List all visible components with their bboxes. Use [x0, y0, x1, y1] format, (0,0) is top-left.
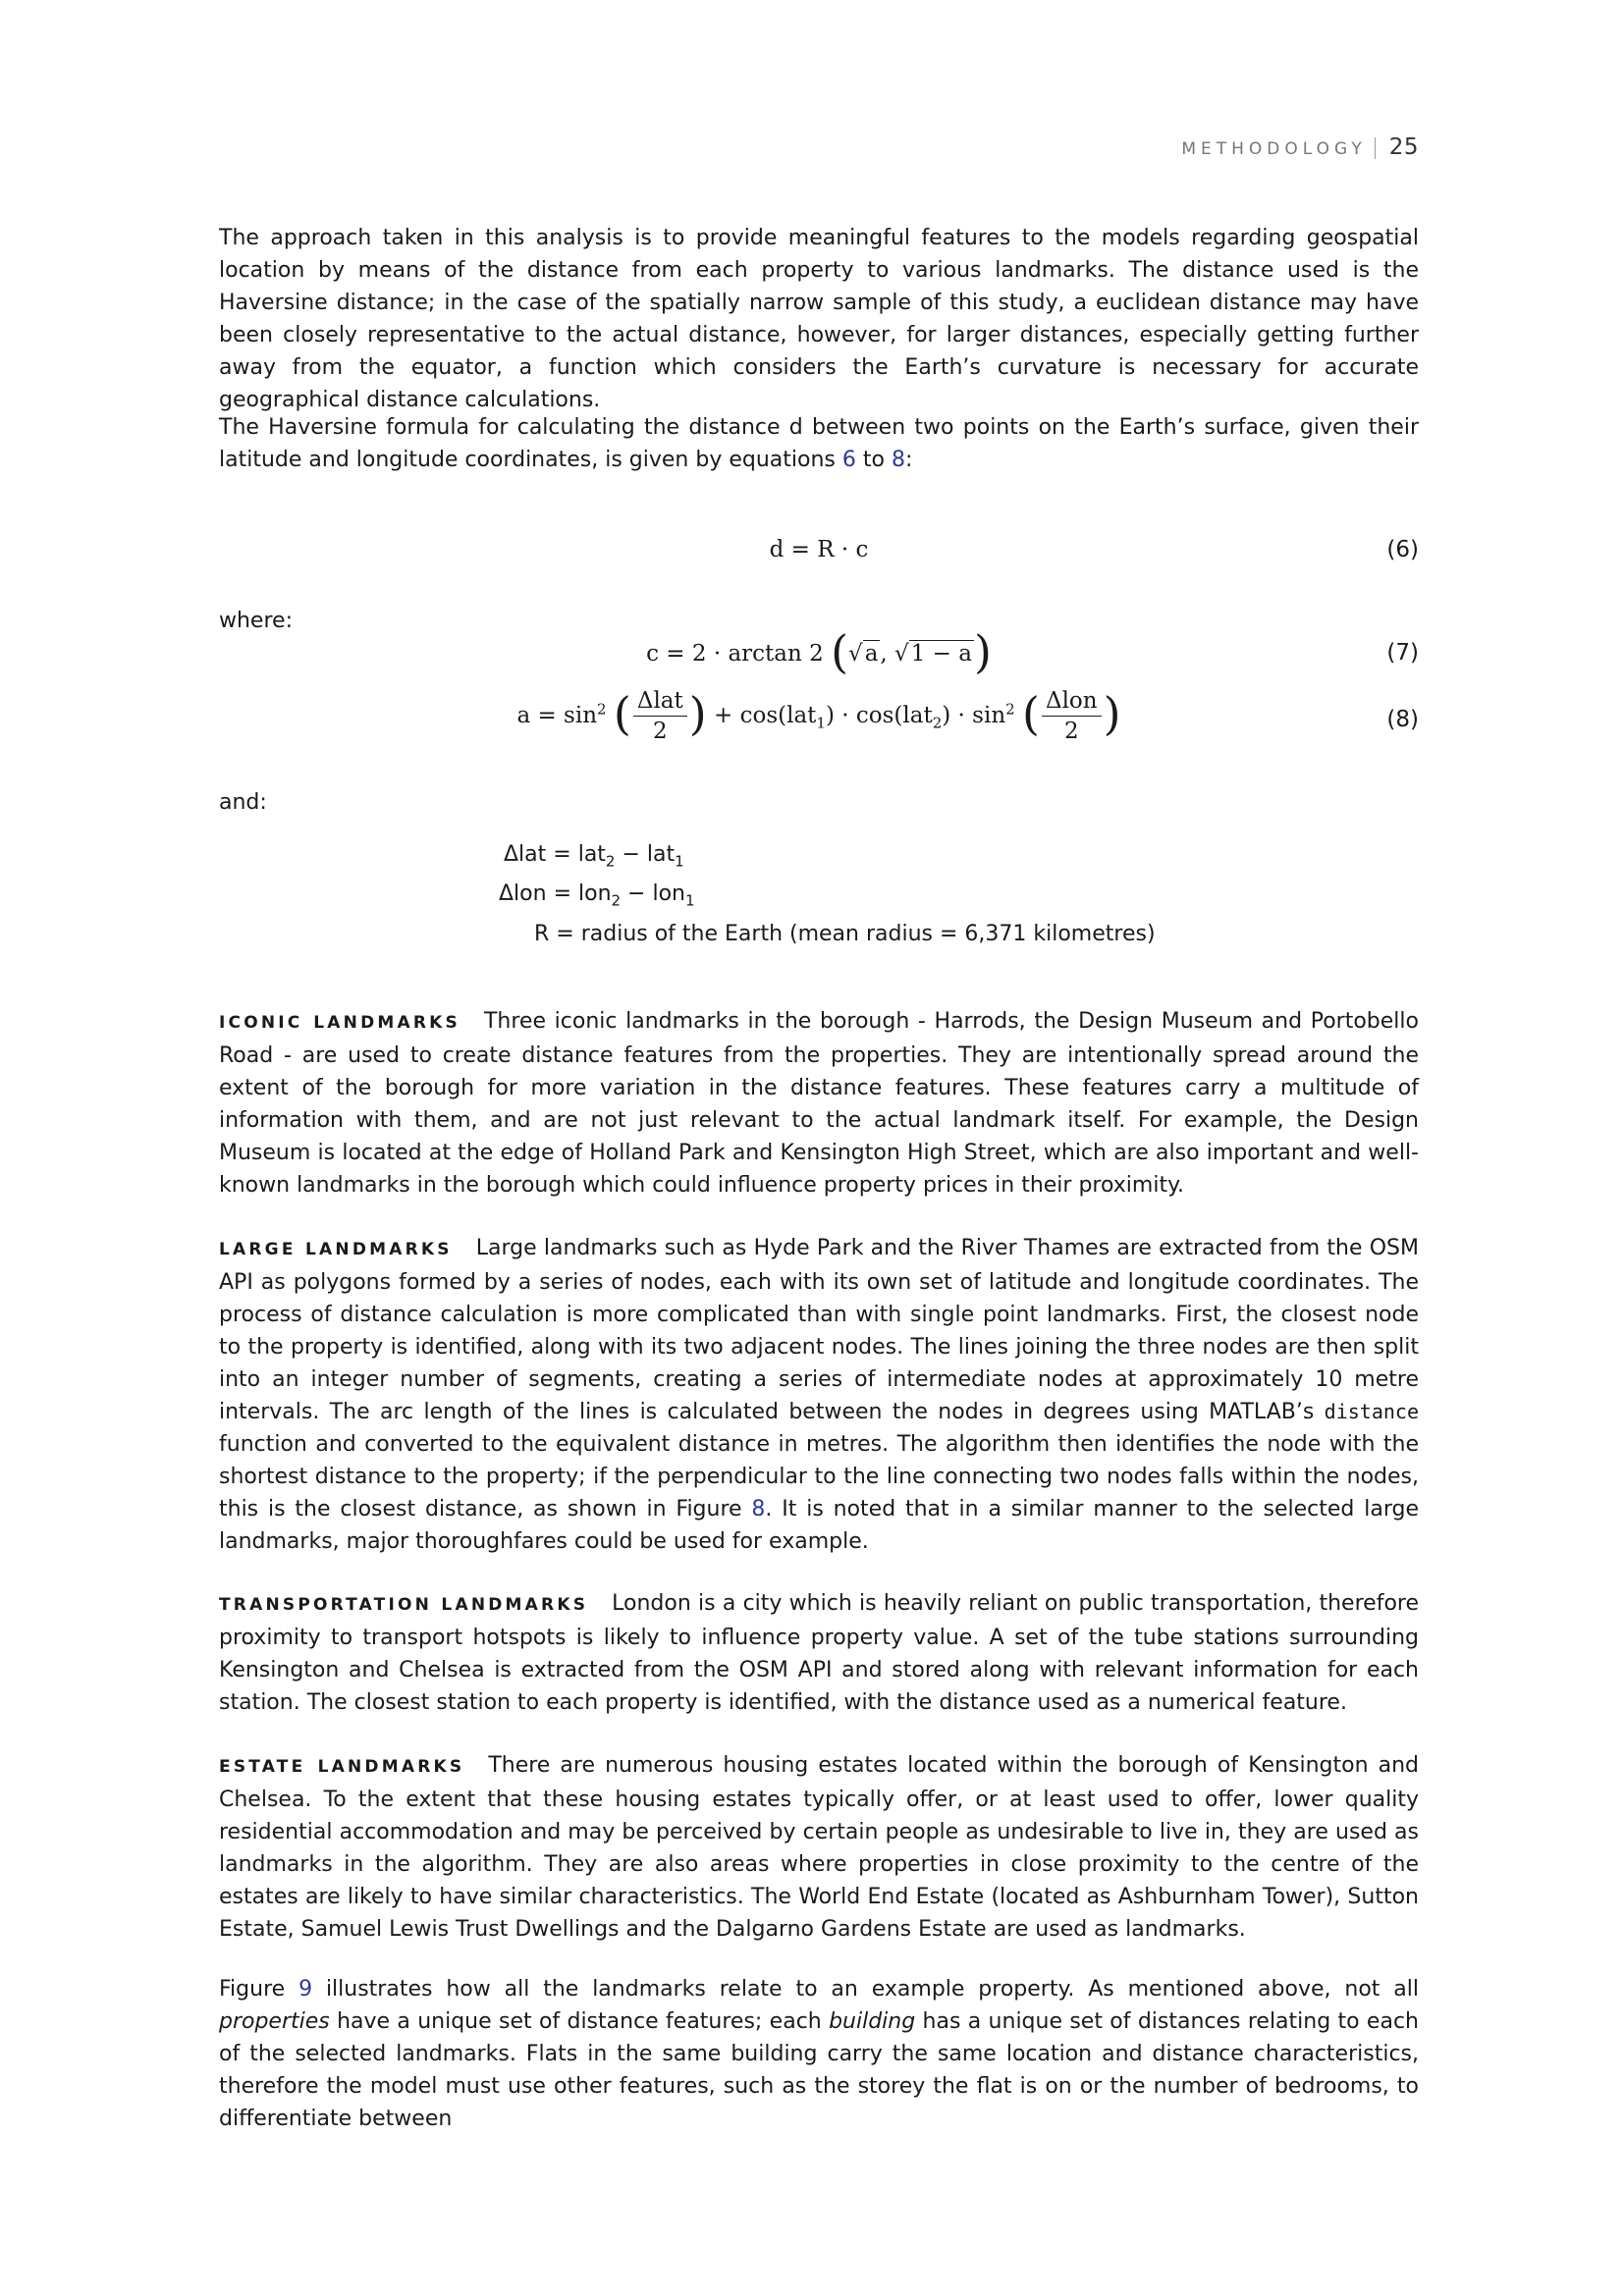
- paragraph-transportation-landmarks: [219, 1587, 1419, 1719]
- denominator: 2: [652, 719, 668, 744]
- fraction-dlat: [633, 687, 687, 746]
- subscript: 1: [685, 891, 695, 910]
- equation-8-term: ) · cos(lat: [825, 703, 933, 728]
- emphasis-building: building: [829, 2009, 916, 2034]
- fraction-dlon: [1042, 687, 1102, 746]
- subscript: 1: [816, 714, 826, 732]
- section-heading-iconic: ICONIC LANDMARKS: [219, 1013, 460, 1033]
- paragraph-iconic-landmarks: [219, 1005, 1419, 1201]
- paragraph-text: The Haversine formula for calculating the distance d between two points on the Earth’s surface, given their latitude and longitude coordinates, is given by equations: [219, 415, 1419, 472]
- equation-6-number: (6): [1386, 537, 1419, 562]
- sqrt-sign: √: [848, 641, 863, 667]
- subscript: 2: [932, 714, 943, 732]
- equation-6: [219, 537, 1419, 570]
- sqrt-arg-1: a: [864, 641, 879, 667]
- equation-ref-8[interactable]: 8: [891, 448, 905, 472]
- paragraph-text: has a unique set of distances relating to each of the selected landmarks. Flats in the same building carry the same location and distance characteristics, therefore the model must use other features, such as the storey the flat is on or the number of bedrooms, to differentiate between: [219, 2009, 1419, 2131]
- equation-8-body: [219, 687, 1419, 746]
- paragraph-haversine: [219, 411, 1419, 476]
- paragraph-landmarks-figure: [219, 1973, 1419, 2135]
- code-distance: distance: [1324, 1400, 1419, 1423]
- running-header: [1181, 134, 1419, 160]
- paren-close: ): [688, 687, 707, 740]
- paren-close: ): [973, 625, 992, 678]
- paren-open: (: [613, 687, 631, 740]
- paragraph-text: There are numerous housing estates located within the borough of Kensington and Chelsea. To the extent that these housing estates typically offer, or at least used to offer, lower quality residential accommodation and may be perceived by certain people as undesirable to live in, they are used as landmarks in the algorithm. They are also areas where properties in close proximity to the centre of the estates are likely to have similar characteristics. The World End Estate (located as Ashburnham Tower), Sutton Estate, Samuel Lewis Trust Dwellings and the Dalgarno Gardens Estate are used as landmarks.: [219, 1753, 1419, 1942]
- variable-definitions: [219, 842, 1419, 960]
- definition-text: − lat: [615, 842, 676, 867]
- paragraph-text: Figure: [219, 1977, 299, 2002]
- equation-8-number: (8): [1386, 707, 1419, 732]
- equation-7: [219, 625, 1419, 683]
- definition-dlon: [499, 881, 695, 909]
- exponent: 2: [597, 700, 607, 719]
- paragraph-intro: The approach taken in this analysis is to provide meaningful features to the models regarding geospatial location by means of the distance from each property to various landmarks. The distance used is the Haversine distance; in the case of the spatially narrow sample of this study, a euclidean distance may have been closely representative to the actual distance, however, for larger distances, especially getting further away from the equator, a function which considers the Earth’s curvature is necessary for accurate geographical distance calculations.: [219, 226, 1419, 412]
- paragraph-text: to: [855, 448, 892, 472]
- header-divider: [1375, 137, 1376, 159]
- equation-7-number: (7): [1386, 640, 1419, 666]
- sqrt-sign: √: [894, 641, 909, 667]
- paragraph-text: :: [904, 448, 913, 472]
- paragraph-estate-landmarks: [219, 1749, 1419, 1946]
- equation-6-body: d = R · c: [769, 537, 869, 562]
- paragraph-text: have a unique set of distance features; each: [329, 2009, 830, 2034]
- subscript: 1: [675, 852, 684, 871]
- equation-ref-6[interactable]: 6: [841, 448, 856, 472]
- equation-7-body: c = 2 · arctan 2 (√a, √1 − a): [646, 625, 992, 678]
- paragraph-text: . It is noted that in a similar manner to the selected large landmarks, major thoroughfares could be used for example.: [219, 1497, 1419, 1554]
- definition-text: = lat: [546, 842, 606, 867]
- equation-8-term: ) · sin: [942, 703, 1006, 728]
- numerator: Δlon: [1042, 687, 1102, 717]
- equation-8-lhs: a = sin: [516, 703, 598, 728]
- paren-close: ): [1103, 687, 1121, 740]
- definition-symbol: Δlat: [504, 842, 547, 867]
- definition-radius: [534, 922, 1156, 946]
- definition-text: = lon: [546, 881, 612, 906]
- where-label: where:: [219, 609, 293, 633]
- definition-text: − lon: [621, 881, 685, 906]
- denominator: 2: [1063, 719, 1079, 744]
- equation-7-lhs: c = 2 · arctan 2: [646, 641, 824, 667]
- definition-symbol: R: [534, 922, 550, 946]
- figure-ref-8[interactable]: 8: [751, 1497, 766, 1522]
- figure-ref-9[interactable]: 9: [298, 1977, 313, 2002]
- exponent: 2: [1005, 700, 1015, 719]
- paren-open: (: [831, 625, 849, 678]
- section-heading-transportation: TRANSPORTATION LANDMARKS: [219, 1595, 589, 1615]
- emphasis-properties: properties: [219, 2009, 330, 2034]
- subscript: 2: [611, 891, 622, 910]
- paragraph-text: illustrates how all the landmarks relate to an example property. As mentioned above, not all: [312, 1977, 1420, 2002]
- paragraph-text: function and converted to the equivalent distance in metres. The algorithm then identifies the node with the shortest distance to the property; if the perpendicular to the line connecting two nodes falls within the nodes, this is the closest distance, as shown in Figure: [219, 1432, 1419, 1522]
- paragraph-text: Three iconic landmarks in the borough - Harrods, the Design Museum and Portobello Road - are used to create distance features from the properties. They are intentionally spread around the extent of the borough for more variation in the distance features. These features carry a multitude of information with them, and are not just relevant to the actual landmark itself. For example, the Design Museum is located at the edge of Holland Park and Kensington High Street, which are also important and well-known landmarks in the borough which could influence property prices in their proximity.: [219, 1009, 1419, 1198]
- equation-8-term: + cos(lat: [706, 703, 817, 728]
- section-heading-large: LARGE LANDMARKS: [219, 1240, 453, 1259]
- definition-text: = radius of the Earth (mean radius = 6,371 kilometres): [549, 922, 1156, 946]
- definition-dlat: [504, 842, 684, 870]
- section-heading-estate: ESTATE LANDMARKS: [219, 1757, 465, 1777]
- paragraph-large-landmarks: [219, 1232, 1419, 1558]
- definition-symbol: Δlon: [499, 881, 547, 906]
- paragraph-text: Large landmarks such as Hyde Park and the River Thames are extracted from the OSM API as polygons formed by a series of nodes, each with its own set of latitude and longitude coordinates. The process of distance calculation is more complicated than with single point landmarks. First, the closest node to the property is identified, along with its two adjacent nodes. The lines joining the three nodes are then split into an integer number of segments, creating a series of intermediate nodes at approximately 10 metre intervals. The arc length of the lines is calculated between the nodes in degrees using MATLAB’s: [219, 1236, 1419, 1424]
- subscript: 2: [605, 852, 616, 871]
- and-label: and:: [219, 790, 267, 815]
- page-number: 25: [1388, 134, 1419, 160]
- paren-open: (: [1022, 687, 1040, 740]
- numerator: Δlat: [633, 687, 687, 717]
- section-title: METHODOLOGY: [1181, 139, 1367, 159]
- sqrt-arg-2: 1 − a: [910, 641, 972, 667]
- equation-8: [219, 687, 1419, 758]
- paragraph-text: London is a city which is heavily reliant on public transportation, therefore proximity to transport hotspots is likely to influence property value. A set of the tube stations surrounding Kensington and Chelsea is extracted from the OSM API and stored along with relevant information for each station. The closest station to each property is identified, with the distance used as a numerical feature.: [219, 1591, 1419, 1715]
